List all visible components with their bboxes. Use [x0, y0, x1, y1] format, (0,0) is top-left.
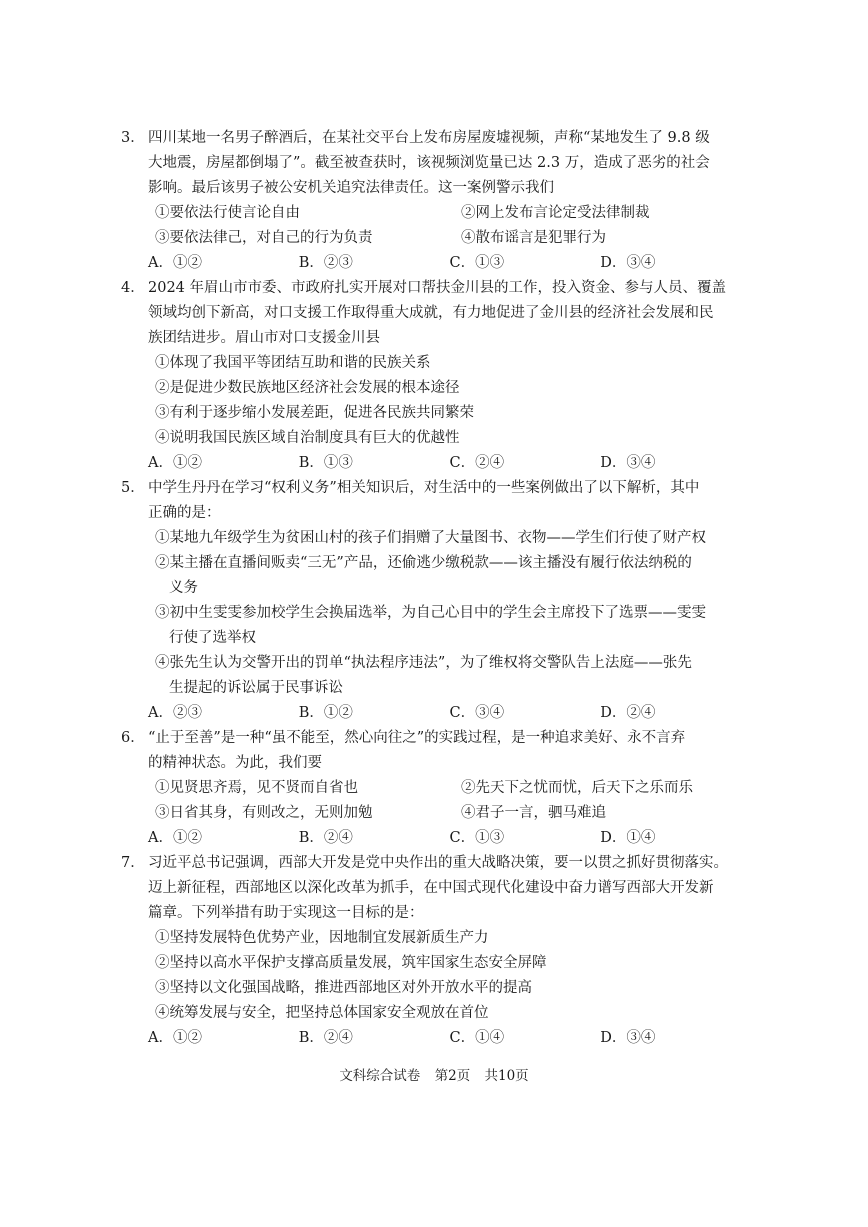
question-stem-line: 迈上新征程，西部地区以深化改革为抓手，在中国式现代化建设中奋力谱写西部大开发新	[148, 880, 714, 896]
choice-b[interactable]: B．①③	[298, 455, 353, 471]
statement-1: ①要依法行使言论自由	[155, 205, 300, 221]
choice-c[interactable]: C．③④	[449, 705, 505, 721]
statement-row	[121, 201, 751, 226]
question-7	[121, 851, 751, 1051]
statement-1: ①见贤思齐焉，见不贤而自省也	[155, 780, 358, 796]
statement-2: ②先天下之忧而忧，后天下之乐而乐	[461, 780, 693, 796]
question-3	[121, 126, 751, 276]
question-stem-line: 中学生丹丹在学习“权利义务”相关知识后，对生活中的一些案例做出了以下解析，其中	[148, 480, 700, 496]
statement-2: ②坚持以高水平保护支撑高质量发展，筑牢国家生态安全屏障	[155, 955, 547, 971]
statement-4: ④说明我国民族区域自治制度具有巨大的优越性	[155, 430, 460, 446]
question-6	[121, 726, 751, 851]
choice-a[interactable]: A．①②	[148, 455, 202, 471]
statement-4-continued: 生提起的诉讼属于民事诉讼	[169, 680, 343, 696]
choice-a[interactable]: A．①②	[148, 1030, 202, 1046]
statement-4: ④散布谣言是犯罪行为	[461, 230, 606, 246]
question-list	[121, 126, 751, 1051]
statement-1: ①某地九年级学生为贫困山村的孩子们捐赠了大量图书、衣物——学生们行使了财产权	[155, 530, 706, 546]
statement-3-continued: 行使了选举权	[169, 630, 256, 646]
choice-c[interactable]: C．①③	[449, 255, 505, 271]
statement-3: ③有利于逐步缩小发展差距，促进各民族共同繁荣	[155, 405, 474, 421]
statement-2: ②网上发布言论定受法律制裁	[461, 205, 650, 221]
statement-1: ①体现了我国平等团结互助和谐的民族关系	[155, 355, 431, 371]
question-stem-line: 族团结进步。眉山市对口支援金川县	[148, 330, 380, 346]
question-stem-line: 影响。最后该男子被公安机关追究法律责任。这一案例警示我们	[148, 180, 554, 196]
question-stem-line: 篇章。下列举措有助于实现这一目标的是：	[148, 905, 424, 921]
answer-choices	[121, 826, 751, 851]
choice-c[interactable]: C．①③	[449, 830, 505, 846]
question-stem-line: 正确的是：	[148, 505, 221, 521]
statement-2: ②某主播在直播间贩卖“三无”产品，还偷逃少缴税款——该主播没有履行依法纳税的	[155, 555, 692, 571]
question-number: 5．	[121, 480, 145, 496]
choice-c[interactable]: C．①④	[449, 1030, 505, 1046]
statement-row	[121, 776, 751, 801]
question-number: 3．	[121, 130, 145, 146]
answer-choices	[121, 251, 751, 276]
question-number: 6．	[121, 730, 145, 746]
question-stem-line: 的精神状态。为此，我们要	[148, 755, 322, 771]
question-4	[121, 276, 751, 476]
choice-b[interactable]: B．②④	[298, 830, 353, 846]
choice-b[interactable]: B．②③	[298, 255, 353, 271]
statement-row	[121, 801, 751, 826]
statement-2: ②是促进少数民族地区经济社会发展的根本途径	[155, 380, 460, 396]
question-stem-line: 大地震，房屋都倒塌了”。截至被查获时，该视频浏览量已达 2.3 万，造成了恶劣的社会	[148, 155, 710, 171]
statement-4: ④君子一言，驷马难追	[461, 805, 606, 821]
question-stem-line: “止于至善”是一种“虽不能至，然心向往之”的实践过程，是一种追求美好、永不言弃	[148, 730, 686, 746]
statement-3: ③要依法律己，对自己的行为负责	[155, 230, 373, 246]
choice-a[interactable]: A．①②	[148, 255, 202, 271]
choice-d[interactable]: D．①④	[600, 830, 656, 846]
question-stem-line: 习近平总书记强调，西部大开发是党中央作出的重大战略决策，要一以贯之抓好贯彻落实。	[148, 855, 728, 871]
choice-d[interactable]: D．③④	[600, 1030, 656, 1046]
choice-d[interactable]: D．②④	[600, 705, 656, 721]
answer-choices	[121, 1026, 751, 1051]
statement-3: ③坚持以文化强国战略，推进西部地区对外开放水平的提高	[155, 980, 532, 996]
statement-3: ③日省其身，有则改之，无则加勉	[155, 805, 373, 821]
statement-2-continued: 义务	[169, 580, 198, 596]
choice-d[interactable]: D．③④	[600, 455, 656, 471]
choice-b[interactable]: B．②④	[298, 1030, 353, 1046]
statement-row	[121, 226, 751, 251]
question-stem-line: 领域均创下新高，对口支援工作取得重大成就，有力地促进了金川县的经济社会发展和民	[148, 305, 714, 321]
statement-1: ①坚持发展特色优势产业，因地制宜发展新质生产力	[155, 930, 489, 946]
statement-4: ④统筹发展与安全，把坚持总体国家安全观放在首位	[155, 1005, 489, 1021]
choice-c[interactable]: C．②④	[449, 455, 505, 471]
choice-a[interactable]: A．①②	[148, 830, 202, 846]
question-stem-line: 四川某地一名男子醉酒后，在某社交平台上发布房屋废墟视频，声称“某地发生了 9.8 级	[148, 130, 710, 146]
statement-3: ③初中生雯雯参加校学生会换届选举，为自己心目中的学生会主席投下了选票——雯雯	[155, 605, 706, 621]
choice-b[interactable]: B．①②	[298, 705, 353, 721]
question-number: 4．	[121, 280, 145, 296]
page-footer: 文科综合试卷 第2页 共10页	[339, 1068, 529, 1084]
question-stem-line: 2024 年眉山市市委、市政府扎实开展对口帮扶金川县的工作，投入资金、参与人员、覆盖	[148, 280, 727, 296]
answer-choices	[121, 701, 751, 726]
statement-4: ④张先生认为交警开出的罚单“执法程序违法”，为了维权将交警队告上法庭——张先	[155, 655, 692, 671]
question-number: 7．	[121, 855, 145, 871]
answer-choices	[121, 451, 751, 476]
question-5	[121, 476, 751, 726]
choice-a[interactable]: A．②③	[148, 705, 202, 721]
choice-d[interactable]: D．③④	[600, 255, 656, 271]
